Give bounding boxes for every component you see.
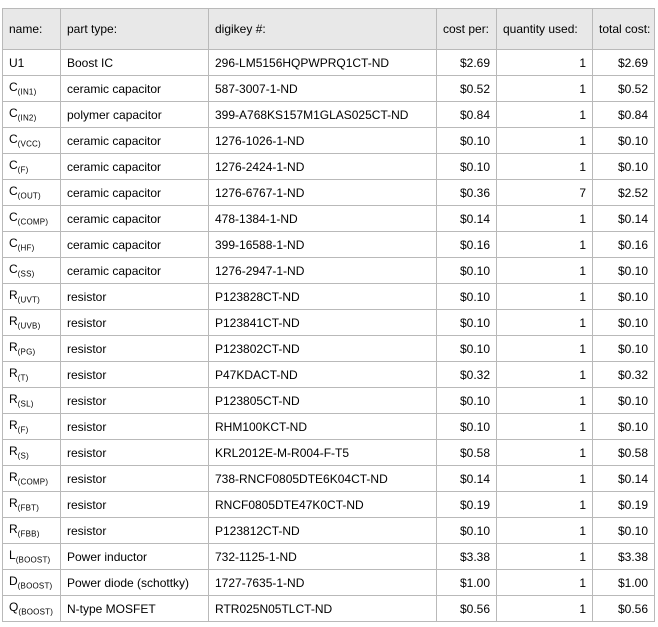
table-row: [3, 336, 655, 362]
cell-digikey-number: 738-RNCF0805DTE6K04CT-ND: [209, 466, 437, 492]
cell-quantity-used: 1: [497, 284, 593, 310]
cell-quantity-used: 1: [497, 596, 593, 622]
cell-digikey-number: P123812CT-ND: [209, 518, 437, 544]
cell-cost-per: $0.32: [437, 362, 497, 388]
cell-name: [3, 388, 61, 414]
cell-digikey-number: 399-A768KS157M1GLAS025CT-ND: [209, 102, 437, 128]
cell-part-type: ceramic capacitor: [61, 206, 209, 232]
table-row: [3, 466, 655, 492]
cell-digikey-number: 1727-7635-1-ND: [209, 570, 437, 596]
table-row: [3, 518, 655, 544]
cell-quantity-used: 1: [497, 310, 593, 336]
cell-total-cost: $0.10: [593, 414, 655, 440]
cell-digikey-number: P123805CT-ND: [209, 388, 437, 414]
cell-quantity-used: 1: [497, 492, 593, 518]
designator-subscript: (COMP): [17, 477, 49, 487]
designator-base: C: [9, 184, 18, 199]
cell-name: [3, 50, 61, 76]
cell-total-cost: $0.10: [593, 154, 655, 180]
cell-cost-per: $0.16: [437, 232, 497, 258]
table-row: [3, 180, 655, 206]
designator-subscript: (T): [17, 373, 29, 383]
cell-name: [3, 128, 61, 154]
designator-subscript: (FBT): [17, 503, 40, 513]
cell-cost-per: $0.10: [437, 414, 497, 440]
designator-subscript: (PG): [17, 347, 36, 357]
cell-digikey-number: 1276-2424-1-ND: [209, 154, 437, 180]
cell-total-cost: $0.10: [593, 284, 655, 310]
cell-quantity-used: 1: [497, 102, 593, 128]
cell-cost-per: $0.36: [437, 180, 497, 206]
cell-cost-per: $0.10: [437, 336, 497, 362]
cell-total-cost: $2.52: [593, 180, 655, 206]
cell-name: [3, 206, 61, 232]
cell-part-type: ceramic capacitor: [61, 76, 209, 102]
cell-name: [3, 258, 61, 284]
cell-name: [3, 414, 61, 440]
table-row: [3, 388, 655, 414]
designator-subscript: (SS): [17, 269, 35, 279]
table-row: [3, 570, 655, 596]
column-header-digikey: digikey #:: [209, 9, 437, 50]
cell-cost-per: $0.10: [437, 388, 497, 414]
designator-subscript: (OUT): [17, 191, 41, 201]
cell-part-type: resistor: [61, 362, 209, 388]
bom-sheet: [0, 8, 658, 622]
table-row: [3, 258, 655, 284]
cell-quantity-used: 1: [497, 362, 593, 388]
cell-part-type: ceramic capacitor: [61, 258, 209, 284]
cell-total-cost: $0.32: [593, 362, 655, 388]
cell-quantity-used: 1: [497, 258, 593, 284]
designator-base: R: [9, 470, 18, 485]
designator-base: C: [9, 80, 18, 95]
table-row: [3, 362, 655, 388]
cell-quantity-used: 1: [497, 76, 593, 102]
cell-name: [3, 232, 61, 258]
cell-total-cost: $0.56: [593, 596, 655, 622]
cell-part-type: resistor: [61, 336, 209, 362]
cell-digikey-number: 1276-1026-1-ND: [209, 128, 437, 154]
designator-subscript: (HF): [17, 243, 35, 253]
bill-of-materials-table: [2, 8, 655, 622]
designator-subscript: (BOOST): [15, 555, 51, 565]
cell-part-type: N-type MOSFET: [61, 596, 209, 622]
cell-part-type: polymer capacitor: [61, 102, 209, 128]
cell-total-cost: $0.10: [593, 518, 655, 544]
designator-base: C: [9, 106, 18, 121]
cell-quantity-used: 1: [497, 388, 593, 414]
cell-digikey-number: RTR025N05TLCT-ND: [209, 596, 437, 622]
cell-digikey-number: 1276-6767-1-ND: [209, 180, 437, 206]
column-header-part-type: part type:: [61, 9, 209, 50]
cell-digikey-number: P123828CT-ND: [209, 284, 437, 310]
cell-part-type: ceramic capacitor: [61, 128, 209, 154]
cell-cost-per: $0.58: [437, 440, 497, 466]
designator-subscript: (FBB): [17, 529, 40, 539]
cell-quantity-used: 7: [497, 180, 593, 206]
designator-base: R: [9, 444, 18, 459]
designator-subscript: (IN2): [17, 113, 37, 123]
cell-total-cost: $1.00: [593, 570, 655, 596]
cell-digikey-number: RNCF0805DTE47K0CT-ND: [209, 492, 437, 518]
cell-part-type: resistor: [61, 440, 209, 466]
cell-name: [3, 362, 61, 388]
designator-subscript: (BOOST): [17, 581, 53, 591]
cell-cost-per: $0.10: [437, 284, 497, 310]
cell-quantity-used: 1: [497, 50, 593, 76]
cell-name: [3, 310, 61, 336]
table-row: [3, 596, 655, 622]
cell-cost-per: $0.10: [437, 518, 497, 544]
cell-part-type: resistor: [61, 310, 209, 336]
cell-total-cost: $0.14: [593, 206, 655, 232]
cell-total-cost: $3.38: [593, 544, 655, 570]
cell-digikey-number: KRL2012E-M-R004-F-T5: [209, 440, 437, 466]
cell-digikey-number: 587-3007-1-ND: [209, 76, 437, 102]
designator-base: Q: [9, 600, 19, 615]
cell-total-cost: $0.14: [593, 466, 655, 492]
designator-subscript: (BOOST): [18, 607, 54, 617]
designator-base: C: [9, 132, 18, 147]
table-row: [3, 440, 655, 466]
designator-base: C: [9, 262, 18, 277]
cell-digikey-number: 478-1384-1-ND: [209, 206, 437, 232]
designator-base: R: [9, 366, 18, 381]
designator-base: C: [9, 236, 18, 251]
cell-part-type: resistor: [61, 466, 209, 492]
cell-name: [3, 154, 61, 180]
table-row: [3, 310, 655, 336]
table-row: [3, 232, 655, 258]
table-row: [3, 102, 655, 128]
designator-subscript: (UVT): [17, 295, 40, 305]
designator-base: R: [9, 288, 18, 303]
designator-base: C: [9, 158, 18, 173]
designator-base: R: [9, 522, 18, 537]
cell-cost-per: $0.19: [437, 492, 497, 518]
cell-quantity-used: 1: [497, 570, 593, 596]
designator-subscript: (UVB): [17, 321, 41, 331]
cell-name: [3, 544, 61, 570]
table-row: [3, 544, 655, 570]
designator-base: C: [9, 210, 18, 225]
cell-part-type: resistor: [61, 518, 209, 544]
table-row: [3, 414, 655, 440]
cell-cost-per: $0.10: [437, 310, 497, 336]
cell-cost-per: $3.38: [437, 544, 497, 570]
designator-base: R: [9, 340, 18, 355]
designator-base: U1: [9, 55, 25, 70]
cell-part-type: ceramic capacitor: [61, 154, 209, 180]
cell-digikey-number: 399-16588-1-ND: [209, 232, 437, 258]
cell-quantity-used: 1: [497, 440, 593, 466]
cell-part-type: resistor: [61, 284, 209, 310]
column-header-name: name:: [3, 9, 61, 50]
cell-cost-per: $0.10: [437, 258, 497, 284]
cell-name: [3, 440, 61, 466]
cell-quantity-used: 1: [497, 466, 593, 492]
designator-base: R: [9, 392, 18, 407]
designator-subscript: (SL): [17, 399, 34, 409]
cell-name: [3, 518, 61, 544]
cell-part-type: ceramic capacitor: [61, 232, 209, 258]
designator-subscript: (IN1): [17, 87, 37, 97]
cell-name: [3, 466, 61, 492]
cell-digikey-number: 296-LM5156HQPWPRQ1CT-ND: [209, 50, 437, 76]
designator-subscript: (VCC): [17, 139, 41, 149]
table-row: [3, 206, 655, 232]
cell-cost-per: $1.00: [437, 570, 497, 596]
cell-name: [3, 596, 61, 622]
cell-quantity-used: 1: [497, 154, 593, 180]
cell-quantity-used: 1: [497, 544, 593, 570]
cell-name: [3, 570, 61, 596]
cell-cost-per: $0.10: [437, 154, 497, 180]
cell-cost-per: $0.52: [437, 76, 497, 102]
cell-digikey-number: RHM100KCT-ND: [209, 414, 437, 440]
cell-part-type: resistor: [61, 492, 209, 518]
cell-quantity-used: 1: [497, 336, 593, 362]
cell-cost-per: $0.84: [437, 102, 497, 128]
designator-base: D: [9, 574, 18, 589]
designator-base: L: [9, 548, 16, 563]
cell-total-cost: $0.10: [593, 336, 655, 362]
cell-total-cost: $0.52: [593, 76, 655, 102]
designator-subscript: (COMP): [17, 217, 49, 227]
cell-part-type: Power inductor: [61, 544, 209, 570]
cell-digikey-number: P123841CT-ND: [209, 310, 437, 336]
table-row: [3, 492, 655, 518]
cell-name: [3, 102, 61, 128]
designator-subscript: (F): [17, 165, 29, 175]
cell-cost-per: $0.10: [437, 128, 497, 154]
cell-quantity-used: 1: [497, 518, 593, 544]
cell-part-type: ceramic capacitor: [61, 180, 209, 206]
cell-quantity-used: 1: [497, 128, 593, 154]
cell-total-cost: $0.58: [593, 440, 655, 466]
cell-part-type: Power diode (schottky): [61, 570, 209, 596]
cell-cost-per: $0.56: [437, 596, 497, 622]
table-body: [3, 50, 655, 622]
cell-part-type: Boost IC: [61, 50, 209, 76]
cell-total-cost: $0.16: [593, 232, 655, 258]
cell-total-cost: $0.19: [593, 492, 655, 518]
cell-name: [3, 492, 61, 518]
cell-digikey-number: 732-1125-1-ND: [209, 544, 437, 570]
cell-total-cost: $0.10: [593, 128, 655, 154]
designator-subscript: (F): [17, 425, 29, 435]
table-row: [3, 76, 655, 102]
cell-name: [3, 180, 61, 206]
cell-name: [3, 284, 61, 310]
table-row: [3, 154, 655, 180]
column-header-total-cost: total cost:: [593, 9, 655, 50]
cell-total-cost: $0.84: [593, 102, 655, 128]
column-header-cost-per: cost per:: [437, 9, 497, 50]
designator-base: R: [9, 418, 18, 433]
cell-total-cost: $0.10: [593, 258, 655, 284]
cell-part-type: resistor: [61, 414, 209, 440]
table-row: [3, 50, 655, 76]
cell-name: [3, 336, 61, 362]
cell-quantity-used: 1: [497, 232, 593, 258]
cell-quantity-used: 1: [497, 414, 593, 440]
table-row: [3, 284, 655, 310]
cell-total-cost: $0.10: [593, 310, 655, 336]
cell-cost-per: $0.14: [437, 206, 497, 232]
cell-digikey-number: P123802CT-ND: [209, 336, 437, 362]
cell-part-type: resistor: [61, 388, 209, 414]
cell-total-cost: $0.10: [593, 388, 655, 414]
cell-name: [3, 76, 61, 102]
designator-subscript: (S): [17, 451, 29, 461]
cell-cost-per: $2.69: [437, 50, 497, 76]
column-header-quantity-used: quantity used:: [497, 9, 593, 50]
cell-cost-per: $0.14: [437, 466, 497, 492]
designator-base: R: [9, 496, 18, 511]
table-header-row: [3, 9, 655, 50]
cell-digikey-number: P47KDACT-ND: [209, 362, 437, 388]
table-row: [3, 128, 655, 154]
cell-digikey-number: 1276-2947-1-ND: [209, 258, 437, 284]
cell-quantity-used: 1: [497, 206, 593, 232]
designator-base: R: [9, 314, 18, 329]
cell-total-cost: $2.69: [593, 50, 655, 76]
